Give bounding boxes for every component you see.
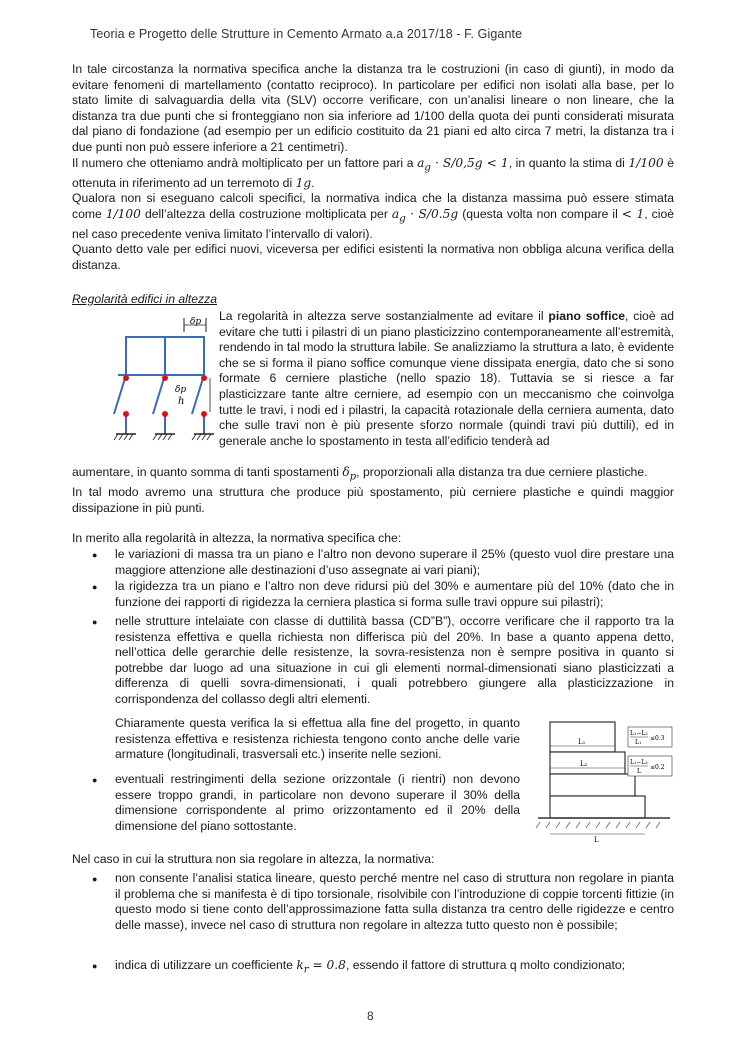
list-item: eventuali restringimenti della sezione orizzontale (i rientri) non devono essere troppo grandi, in particolare non devono superare il 30% della dimensione corrispondente al primo orizzontamento ed il 20% della dimensione del piano sottostante. [115,772,520,833]
list-item: la rigidezza tra un piano e l’altro non deve ridursi più del 30% e aumentare più del 10% (dato che in funzione dei rapporti di rigidezza la cerniera plastica si forma sulle travi oppure sui pilastri); [115,579,674,609]
svg-text:L₁: L₁ [635,739,642,746]
irregular-intro: Nel caso in cui la struttura non sia regolare in altezza, la normativa: [72,852,435,866]
svg-text:≤0.3: ≤0.3 [650,735,665,742]
svg-text:L₁−L₂: L₁−L₂ [630,759,648,766]
section-title: Regolarità edifici in altezza [72,292,217,306]
paragraph-2: Il numero che otteniamo andrà moltiplicato per un fattore pari a $a_g \cdot S/0,5g < 1$, in quanto la stima di 1/100 è ottenuta in riferimento ad un terremoto di 1g. [72,155,674,190]
svg-text:≤0.2: ≤0.2 [650,764,665,771]
setback-figure [530,710,675,845]
bullet-dot: ● [92,617,98,627]
regularity-paragraph: La regolarità in altezza serve sostanzialmente ad evitare il piano soffice, cioè ad evitare che tutti i pilastri di un piano plasticizzino contemporaneamente all’estremità, rendendo in tal modo la struttura labile. Se analizziamo la struttura a lato, è evidente che se si forma il piano soffice comunque viene dissipata energia, dato che si sono formate 6 cerniere plastiche (nello spazio 18). Tuttavia se si riesce a far plasticizzare tante altre cerniere, ad esempio con un meccanismo che coinvolga tutte le travi, i nodi ed i pilastri, la capacità rotazionale della cerniera aumenta, dato che sulle travi non è più presente sforzo normale (quindi travi più duttili), ed in generale anche lo spostamento in testa all’edificio tenderà ad [219,309,674,448]
list-item: le variazioni di massa tra un piano e l’altro non devono superare il 25% (questo vuol dire prestare una maggiore attenzione alle destinazioni d’uso assegnate ai vari piani); [115,547,674,577]
bullet-dot: ● [92,961,98,971]
list-item: indica di utilizzare un coefficiente $k_r = 0.8$, essendo il fattore di struttura q molto condizionato; [115,958,626,976]
svg-text:L₁−L₂: L₁−L₂ [630,730,648,737]
bullet-dot: ● [92,582,98,592]
l2-label: L₂ [580,760,588,768]
paragraph-4: Quanto detto vale per edifici nuovi, viceversa per edifici esistenti la normativa non obbliga alcuna verifica della distanza. [72,242,674,272]
bullet-dot: ● [92,874,98,884]
delta-top-label: δp [190,317,202,327]
paragraph-1: In tale circostanza la normativa specifica anche la distanza tra le costruzioni (in caso di giunti), in modo da evitare fenomeni di martellamento (contatto reciproco). In particolare per edifici non isolati alla base, per lo stato limite di salvaguardia della vita (SLV) occorre verificare, con un’analisi lineare o non lineare, che la distanza tra due punti che si fronteggiano non sia inferiore ad 1/100 della quota dei punti considerati misurata dal piano di fondazione (ad esempio per un edificio costituito da 21 piani ed alto circa 7 metri, la distanza tra i due punti non può essere inferiore a 21 centimetri). [72,62,674,154]
page-number: 8 [367,1009,374,1023]
merito-intro: In merito alla regolarità in altezza, la normativa specifica che: [72,531,402,545]
regularity-continued: aumentare, in quanto somma di tanti spostamenti $\delta_p$, proporzionali alla distanza tra due cerniere plastiche. In tal modo avremo una struttura che produce più spostamento, più cerniere plastiche e quindi maggior dissipazione in più punti. [72,465,674,515]
intro-text [72,62,674,274]
list-item: nelle strutture intelaiate con classe di duttilità bassa (CD”B”), occorre verificare che il rapporto tra la resistenza effettiva e quella richiesta non differisca più del 20%. In base a quanto appena detto, nell’ottica delle gerarchie delle resistenze, la sovra-resistenza non è sempre positiva in quanto si potrebbe dar luogo ad una situazione in cui gli elementi normal-dimensionati siano plasticizzati a differenza di quelli sovra-dimensionati, i quali potrebbero giungere alla plasticizzazione in corrispondenza del collasso degli altri elementi. [115,614,674,706]
page-header: Teoria e Progetto delle Strutture in Cemento Armato a.a 2017/18 - F. Gigante [90,27,523,41]
bullet-dot: ● [92,775,98,785]
svg-text:L: L [637,768,641,775]
h-label: h [178,396,185,407]
delta-mid-label: δp [175,385,187,395]
soft-storey-frame-figure [86,312,216,452]
bullet-dot: ● [92,550,98,560]
paragraph-3: Qualora non si eseguano calcoli specifici, la normativa indica che la distanza massima può essere stimata come 1/100 dell’altezza della costruzione moltiplicata per $a_g \cdot S/0.5g$ (questa volta non compare il < 1, cioè nel caso precedente veniva limitato l’intervallo di valori). [72,191,674,241]
l-label: L [594,836,599,844]
verification-note: Chiaramente questa verifica la si effettua alla fine del progetto, in quanto resistenza effettiva e resistenza richiesta tengono conto anche delle varie armature (longitudinali, trasversali etc.) inserite nelle sezioni. [115,716,520,762]
list-item: non consente l’analisi statica lineare, questo perché mentre nel caso di struttura non regolare in pianta il problema che si manifesta è di tipo torsionale, risolvibile con l’introduzione di coppie torcenti fittizie (in questo modo si tiene conto dell’approssimazione fatta sulla distanza tra centro delle rigidezze e centro delle masse), invece nel caso di struttura non regolare in altezza tutto questo non è possibile; [115,871,674,932]
l1-label: L₁ [578,738,586,746]
